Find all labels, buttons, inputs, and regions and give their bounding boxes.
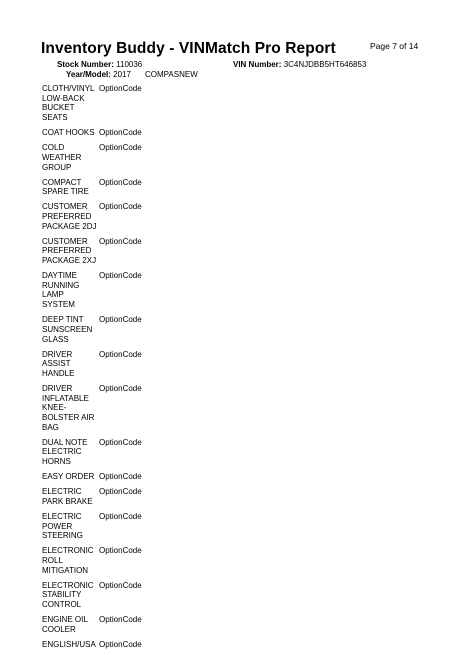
option-row <box>42 237 202 266</box>
option-row <box>42 84 202 123</box>
option-name: DRIVER ASSIST HANDLE <box>42 349 75 378</box>
option-name: ENGINE OIL COOLER <box>42 615 88 634</box>
option-row <box>42 472 202 482</box>
option-code: OptionCode <box>99 580 142 590</box>
option-row <box>42 315 202 344</box>
option-row <box>42 615 202 634</box>
page-number: Page 7 of 14 <box>370 41 419 51</box>
option-name: DAYTIME RUNNING LAMP SYSTEM <box>42 271 80 310</box>
option-row <box>42 438 202 467</box>
option-name: COMPACT SPARE TIRE <box>42 177 89 197</box>
year-model-label: Year/Model: <box>66 70 111 79</box>
option-code: OptionCode <box>99 511 142 521</box>
option-name: COLD WEATHER GROUP <box>42 143 82 172</box>
option-name: DUAL NOTE ELECTRIC HORNS <box>42 437 88 467</box>
option-row <box>42 128 202 138</box>
option-row <box>42 640 202 650</box>
option-code: OptionCode <box>99 236 142 246</box>
option-code: OptionCode <box>99 177 142 187</box>
option-row <box>42 178 202 197</box>
option-row <box>42 143 202 172</box>
option-code: OptionCode <box>99 271 142 281</box>
stock-number <box>57 60 142 69</box>
vin-number-label: VIN Number: <box>233 60 282 69</box>
option-name: DEEP TINT SUNSCREEN GLASS <box>42 315 93 344</box>
option-code: OptionCode <box>99 315 142 325</box>
option-code: OptionCode <box>99 128 142 138</box>
option-code: OptionCode <box>99 639 142 649</box>
option-name: CLOTH/VINYL LOW-BACK BUCKET SEATS <box>42 84 95 123</box>
stock-number-value: 110036 <box>116 60 143 69</box>
year-model <box>66 70 131 79</box>
option-name: ELECTRONIC ROLL MITIGATION <box>42 546 94 575</box>
option-name: CUSTOMER PREFERRED PACKAGE 2XJ <box>42 236 97 266</box>
option-row <box>42 384 202 433</box>
year-model-value: 2017 <box>113 70 131 79</box>
option-row <box>42 350 202 379</box>
option-code: OptionCode <box>99 472 142 482</box>
option-name: CUSTOMER PREFERRED PACKAGE 2DJ <box>42 202 97 231</box>
option-row <box>42 581 202 610</box>
option-code: OptionCode <box>99 487 142 497</box>
option-row <box>42 271 202 310</box>
option-code: OptionCode <box>99 143 142 153</box>
option-code: OptionCode <box>99 383 142 393</box>
option-name: EASY ORDER <box>42 472 95 482</box>
option-name: ELECTRONIC STABILITY CONTROL <box>42 580 94 610</box>
report-title: Inventory Buddy - VINMatch Pro Report <box>41 40 336 57</box>
option-name: COAT HOOKS <box>42 128 95 138</box>
option-row <box>42 202 202 231</box>
model-code: COMPASNEW <box>145 70 198 79</box>
option-code: OptionCode <box>99 546 142 556</box>
option-code: OptionCode <box>99 437 142 447</box>
vin-number-value: 3C4NJDBB5HT646853 <box>283 60 367 69</box>
option-code: OptionCode <box>99 349 142 359</box>
option-row <box>42 487 202 506</box>
options-list <box>42 84 202 655</box>
option-row <box>42 546 202 575</box>
option-code: OptionCode <box>99 615 142 625</box>
option-name: ELECTRIC POWER STEERING <box>42 511 83 541</box>
option-code: OptionCode <box>99 84 142 93</box>
vin-number <box>233 60 366 69</box>
option-code: OptionCode <box>99 202 142 212</box>
option-row <box>42 512 202 541</box>
option-name: ENGLISH/USA <box>42 639 96 649</box>
stock-number-label: Stock Number: <box>57 60 114 69</box>
option-name: DRIVER INFLATABLE KNEE-BOLSTER AIR BAG <box>42 383 95 432</box>
option-name: ELECTRIC PARK BRAKE <box>42 487 93 506</box>
